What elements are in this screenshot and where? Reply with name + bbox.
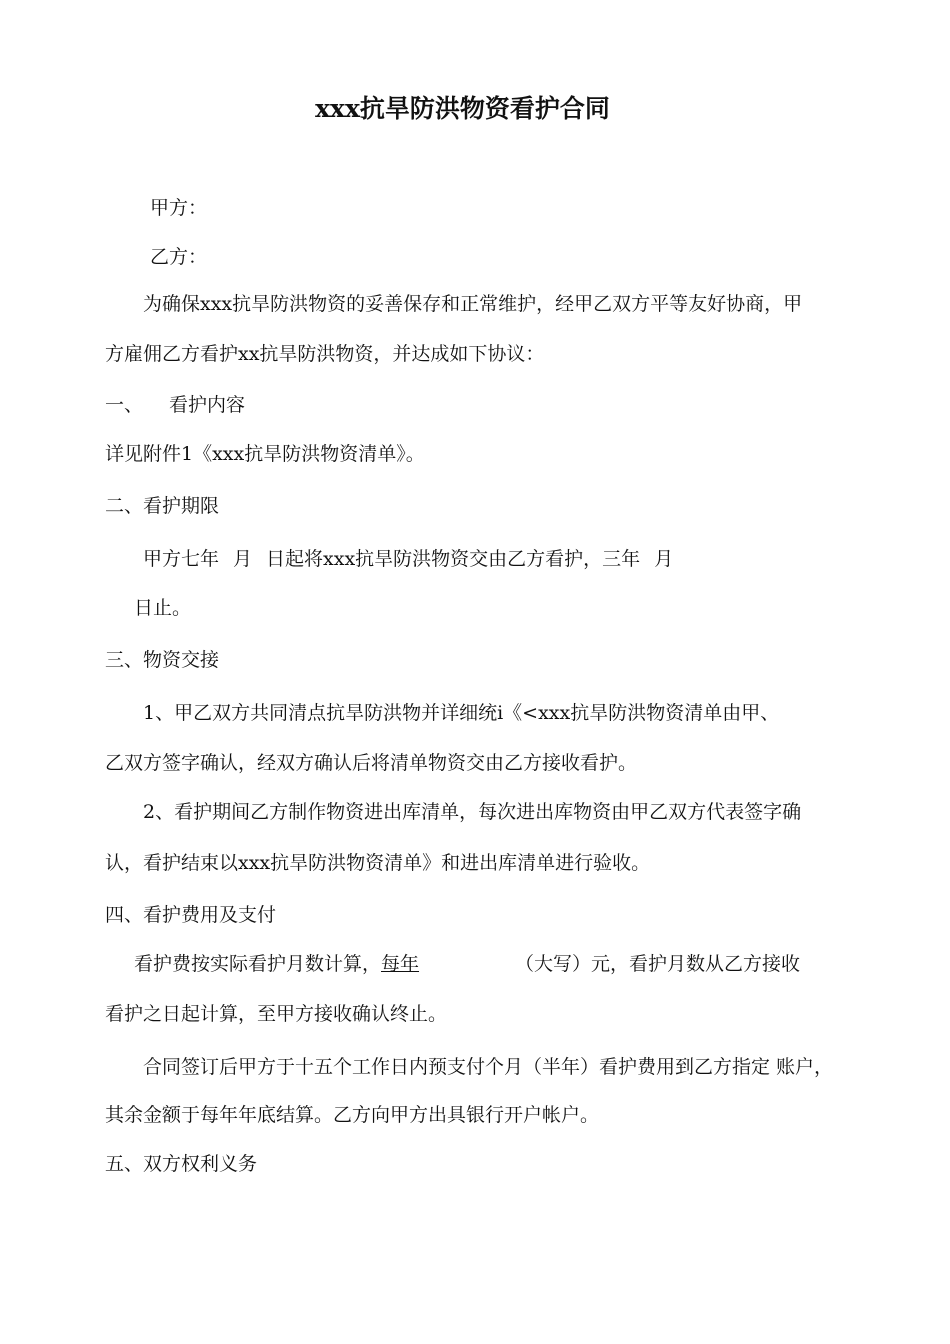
section-4-para-1-line-1 — [134, 952, 800, 976]
section-1-title: 看护内容 — [169, 394, 246, 416]
section-3-item-2-line-1: 2、看护期间乙方制作物资进出库清单，每次进出库物资由甲乙双方代表签字确 — [143, 801, 802, 823]
section-1-heading — [105, 393, 245, 417]
fee-per-year-label: 每年 — [381, 953, 420, 975]
party-a-label: 甲方： — [150, 197, 208, 219]
section-4-para-2-line-1: 合同签订后甲方于十五个工作日内预支付个月（半年）看护费用到乙方指定 账户， — [143, 1056, 834, 1078]
section-1-body: 详见附件1《xxx抗旱防洪物资清单》。 — [105, 443, 425, 465]
party-b-label: 乙方： — [150, 246, 208, 268]
section-3-heading: 三、物资交接 — [105, 649, 220, 671]
intro-line-2: 方雇佣乙方看护xx抗旱防洪物资，并达成如下协议： — [105, 343, 545, 365]
section-2-line-2: 日止。 — [134, 597, 192, 619]
section-3-item-2-line-2: 认，看护结束以xxx抗旱防洪物资清单》和进出库清单进行验收。 — [105, 852, 651, 874]
section-2-end-month: 月 — [654, 548, 674, 570]
section-2-start-year: 甲方七年 — [143, 548, 220, 570]
section-2-line-1 — [143, 547, 673, 571]
section-4-heading: 四、看护费用及支付 — [105, 904, 277, 926]
fee-basis-text: 看护费按实际看护月数计算， — [134, 953, 382, 975]
section-2-heading: 二、看护期限 — [105, 495, 220, 517]
section-2-start-day-text: 日起将xxx抗旱防洪物资交由乙方看护，三年 — [266, 548, 641, 570]
section-5-heading: 五、双方权利义务 — [105, 1153, 258, 1175]
section-2-start-month: 月 — [233, 548, 253, 570]
document-title: xxx抗旱防洪物资看护合同 — [315, 94, 610, 123]
section-4-para-2-line-2: 其余金额于每年年底结算。乙方向甲方出具银行开户帐户。 — [105, 1104, 600, 1126]
intro-line-1: 为确保xxx抗旱防洪物资的妥善保存和正常维护，经甲乙双方平等友好协商，甲 — [143, 293, 803, 315]
section-4-para-1-line-2: 看护之日起计算，至甲方接收确认终止。 — [105, 1003, 448, 1025]
fee-amount-text: （大写）元，看护月数从乙方接收 — [515, 953, 801, 975]
section-3-item-1-line-2: 乙双方签字确认，经双方确认后将清单物资交由乙方接收看护。 — [105, 752, 638, 774]
section-3-item-1-line-1: 1、甲乙双方共同清点抗旱防洪物并详细统i《<xxx抗旱防洪物资清单由甲、 — [143, 702, 780, 724]
section-1-number: 一、 — [105, 394, 144, 416]
